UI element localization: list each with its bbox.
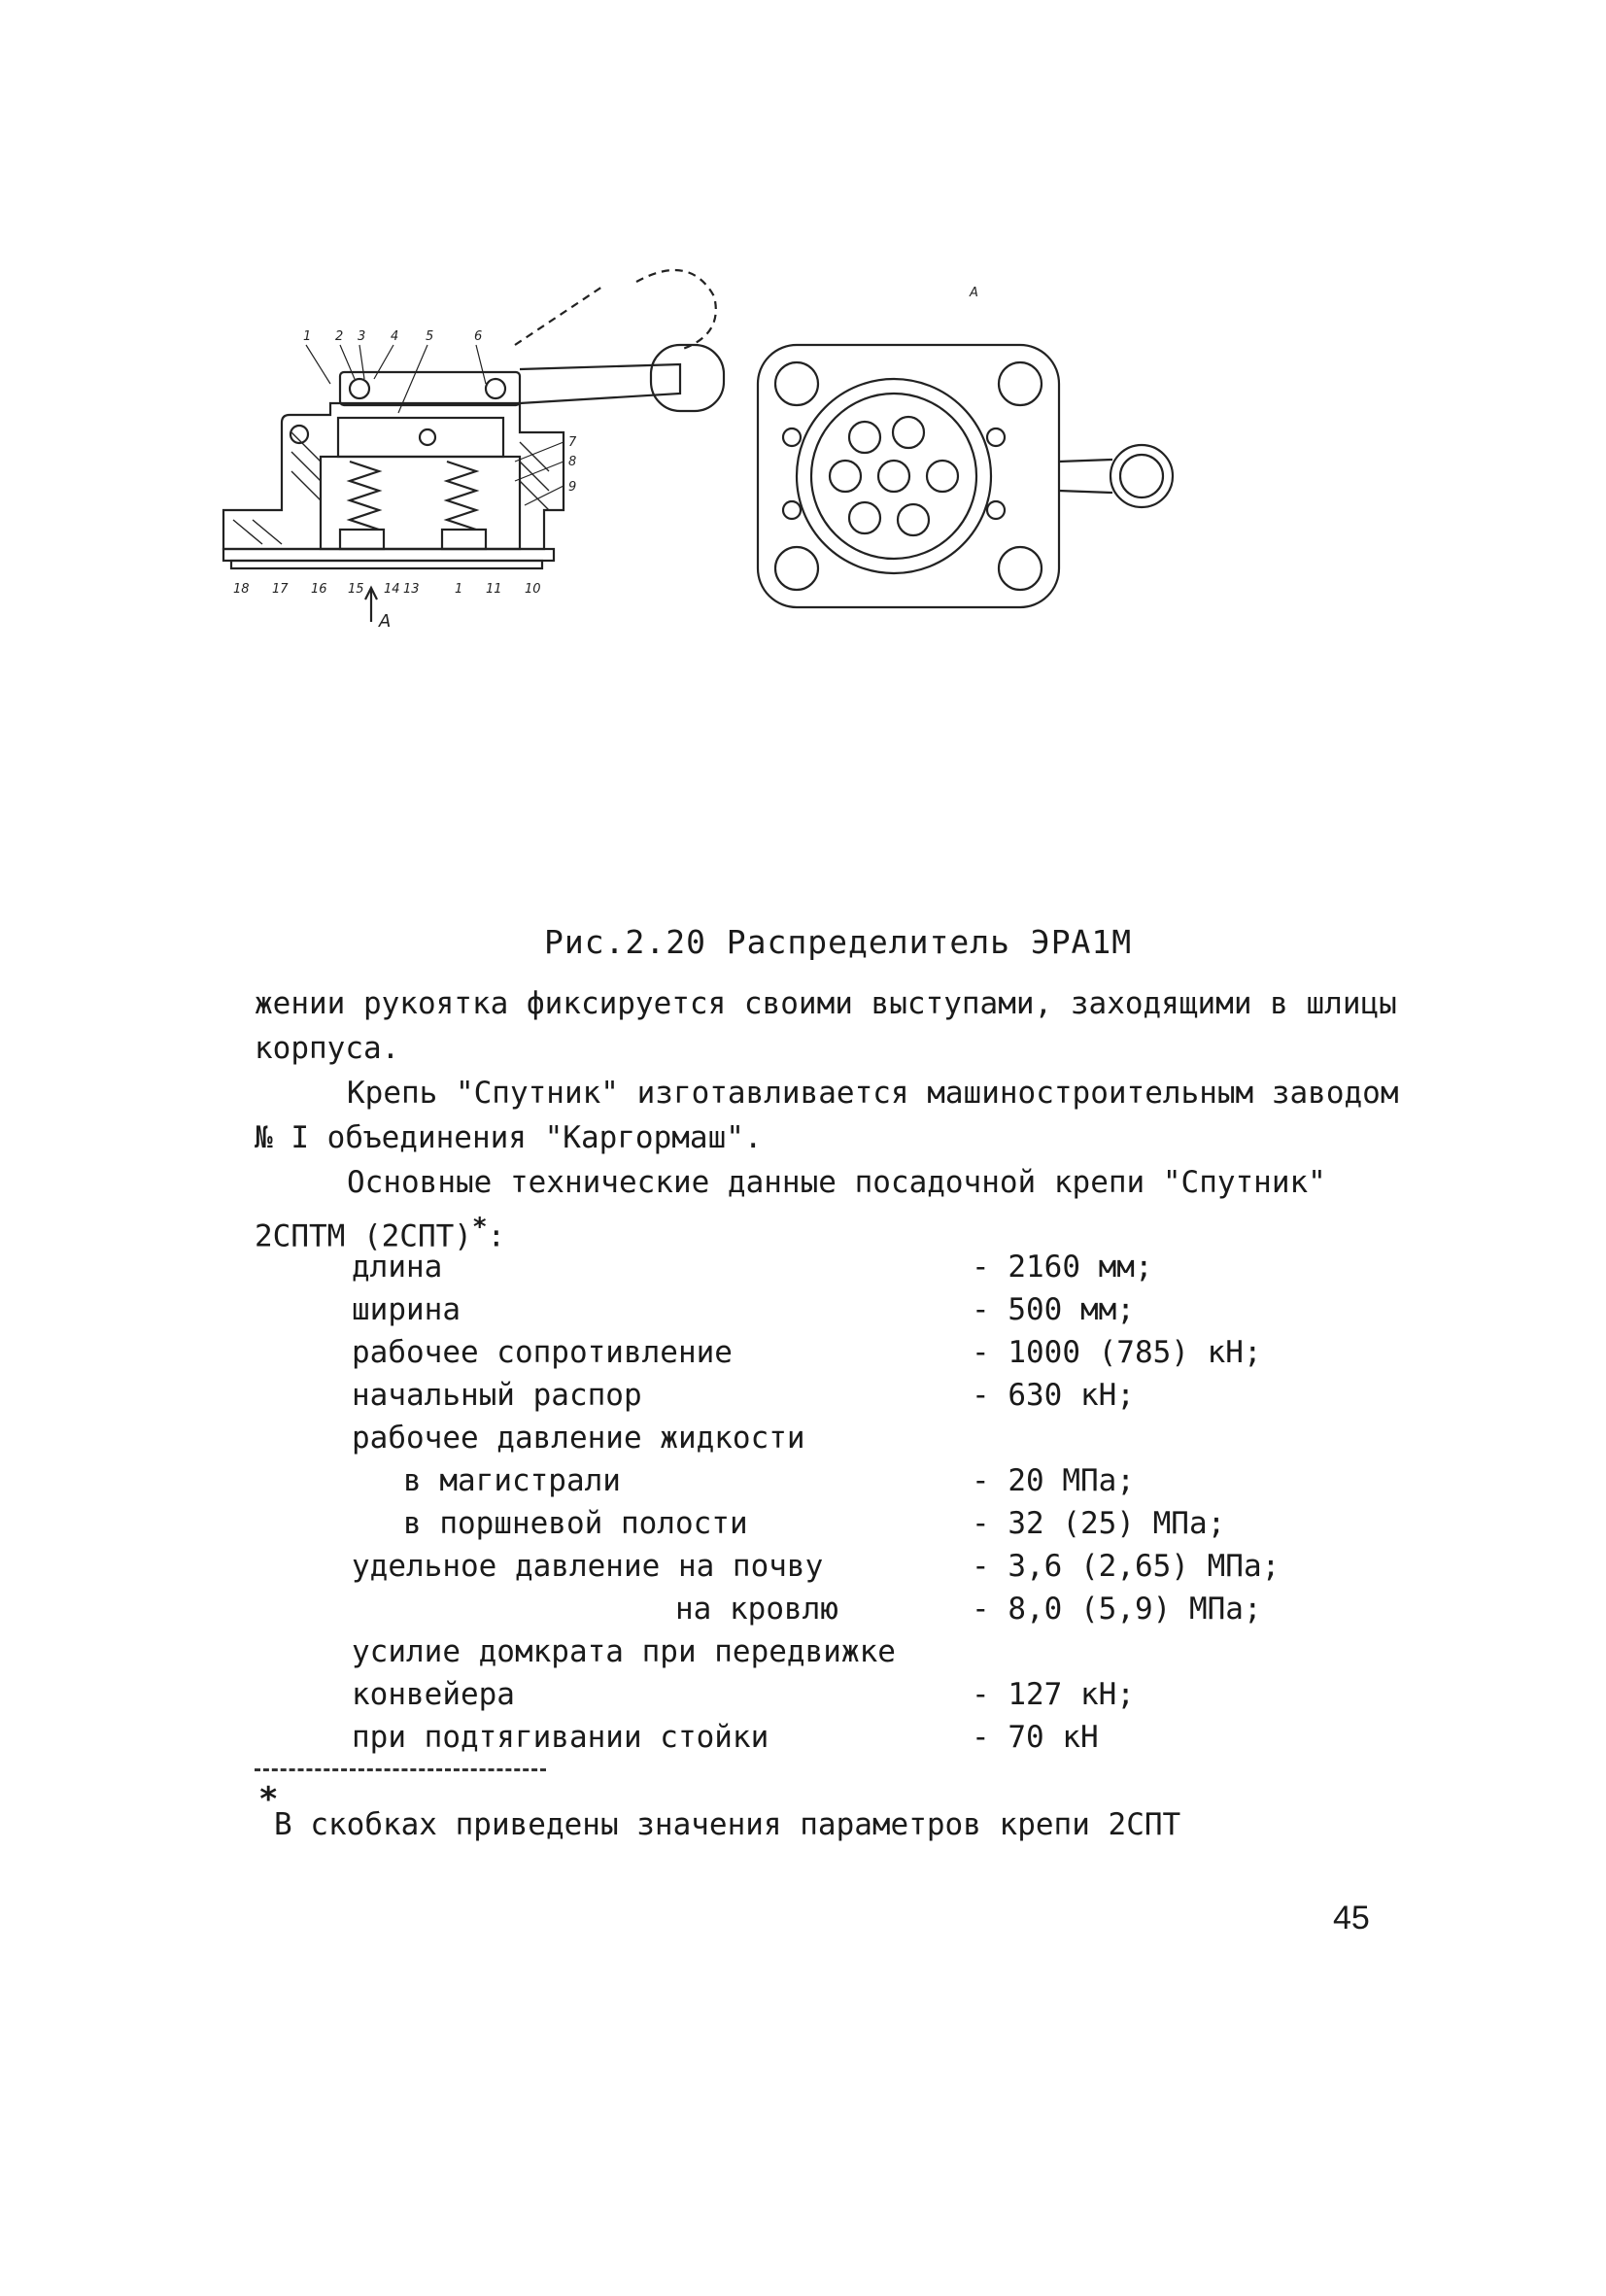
callout-top-6: 6 (474, 329, 483, 344)
paragraph-line-1: жении рукоятка фиксируется своими выступами, заходящими в шлицы (255, 986, 1397, 1021)
valve-seal-plate (231, 561, 542, 568)
handle-knob (651, 345, 724, 411)
stem-head (420, 429, 435, 445)
spec-label-conveyor: конвейера (352, 1677, 515, 1712)
paragraph-line-2: корпуса. (255, 1031, 400, 1066)
mount-hole-1 (775, 362, 818, 405)
footnote-text: В скобках приведены значения параметров крепи 2СПТ (274, 1807, 1181, 1842)
port-7 (898, 504, 929, 535)
spec-label-width: ширина (352, 1292, 461, 1327)
spec-label-jack-force: усилие домкрата при передвижке (352, 1634, 896, 1669)
bolt-4 (987, 501, 1005, 519)
figure-caption: Рис.2.20 Распределитель ЭРА1М (544, 923, 1133, 961)
distributor-drawing (194, 286, 1166, 802)
port-3 (830, 461, 861, 492)
spring-right (447, 462, 476, 530)
page-number: 45 (1333, 1900, 1370, 1936)
footnote-asterisk: * (258, 1780, 279, 1819)
spec-heading-text: 2СПТМ (2СПТ) (255, 1218, 472, 1254)
spec-label-fluid-pressure: рабочее давление жидкости (352, 1421, 805, 1456)
spec-value-length: - 2160 мм; (972, 1250, 1153, 1285)
callout-right-8: 8 (568, 455, 577, 469)
callout-bottom-16: 16 (311, 582, 327, 597)
mount-hole-3 (775, 547, 818, 590)
paragraph-line-5: Основные технические данные посадочной крепи "Спутник" (347, 1165, 1326, 1200)
plan-view-housing (797, 379, 991, 573)
pivot-bolt-right (486, 379, 505, 398)
spec-value-conveyor: - 127 кН; (972, 1677, 1135, 1712)
spec-value-floor-pressure: - 3,6 (2,65) МПа; (972, 1549, 1281, 1584)
handle-alt-position (515, 270, 716, 350)
port-4 (878, 461, 909, 492)
spec-label-floor-pressure: удельное давление на почву (352, 1549, 824, 1584)
spec-value-prop-pulling: - 70 кН (972, 1720, 1099, 1755)
spec-value-width: - 500 мм; (972, 1292, 1135, 1327)
mount-hole-4 (999, 547, 1042, 590)
section-hatching (233, 432, 549, 544)
bolt-3 (987, 428, 1005, 446)
valve-base-plate (223, 549, 554, 561)
port-1 (849, 422, 880, 453)
spec-label-main-line: в магистрали (403, 1463, 621, 1498)
callout-bottom-13: 13 (403, 582, 420, 597)
pivot-bolt-left (350, 379, 369, 398)
callout-top-5: 5 (426, 329, 434, 344)
bolt-1 (783, 428, 801, 446)
port-2 (893, 417, 924, 448)
callout-bottom-10: 10 (525, 582, 541, 597)
spec-label-initial-setting: начальный распор (352, 1378, 642, 1413)
plan-view-inner (811, 394, 976, 559)
footnote-separator (255, 1768, 546, 1771)
spec-value-initial-setting: - 630 кН; (972, 1378, 1135, 1413)
callout-bottom-17: 17 (272, 582, 289, 597)
valve-seat-right (442, 530, 486, 549)
spring-left (350, 462, 379, 530)
spec-label-piston-cavity: в поршневой полости (403, 1506, 748, 1541)
callout-top-1: 1 (303, 329, 312, 344)
bolt-2 (783, 501, 801, 519)
callout-right-7: 7 (568, 435, 577, 450)
callout-bottom-15: 15 (348, 582, 364, 597)
port-6 (849, 502, 880, 533)
port-5 (927, 461, 958, 492)
callout-bottom-18: 18 (233, 582, 250, 597)
paragraph-line-4: № I объединения "Каргормаш". (255, 1120, 763, 1155)
callout-top-3: 3 (358, 329, 366, 344)
spec-label-roof-pressure: на кровлю (675, 1592, 838, 1627)
spec-heading-asterisk: * (471, 1213, 488, 1242)
plan-view-title: A (970, 286, 978, 300)
spec-value-working-resistance: - 1000 (785) кН; (972, 1335, 1262, 1370)
spec-label-working-resistance: рабочее сопротивление (352, 1335, 733, 1370)
valve-seat-left (340, 530, 384, 549)
valve-chamber (321, 457, 520, 549)
plan-handle-ring-inner (1120, 455, 1163, 497)
view-arrow-label: A (379, 611, 392, 632)
spec-value-piston-cavity: - 32 (25) МПа; (972, 1506, 1226, 1541)
valve-body-outline (223, 403, 564, 549)
lever-bracket (340, 372, 520, 405)
spec-heading-colon: : (487, 1218, 506, 1254)
spec-label-length: длина (352, 1250, 443, 1285)
callout-right-9: 9 (568, 480, 577, 495)
callout-top-4: 4 (391, 329, 399, 344)
spec-value-main-line: - 20 МПа; (972, 1463, 1135, 1498)
callout-bottom-11: 11 (486, 582, 502, 597)
plan-handle-shaft (1059, 460, 1112, 493)
callout-bottom-1: 1 (455, 582, 463, 597)
paragraph-line-3: Крепь "Спутник" изготавливается машиностроительным заводом (347, 1076, 1399, 1111)
callout-top-2: 2 (335, 329, 344, 344)
callout-bottom-14: 14 (384, 582, 400, 597)
mount-hole-2 (999, 362, 1042, 405)
spec-value-roof-pressure: - 8,0 (5,9) МПа; (972, 1592, 1262, 1627)
spec-label-prop-pulling: при подтягивании стойки (352, 1720, 769, 1755)
